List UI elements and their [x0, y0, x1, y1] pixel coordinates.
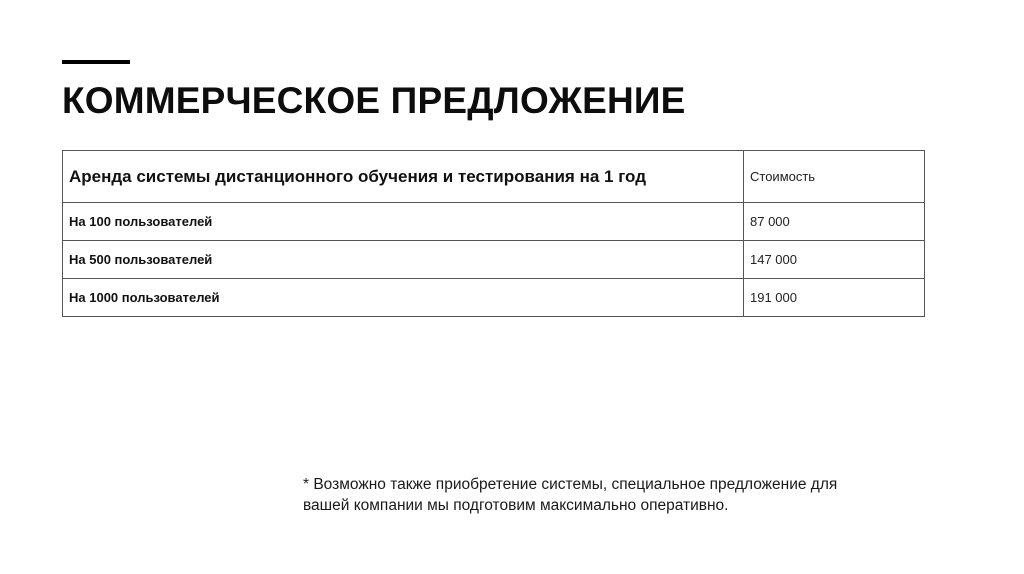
table-row — [63, 203, 925, 241]
footnote — [303, 474, 923, 516]
table-header-row — [63, 151, 925, 203]
footnote-line-2: вашей компании мы подготовим максимально оперативно. — [303, 497, 729, 514]
slide-title: КОММЕРЧЕСКОЕ ПРЕДЛОЖЕНИЕ — [62, 80, 686, 121]
pricing-table — [62, 150, 925, 317]
row-label-cell: На 100 пользователей — [63, 203, 744, 241]
row-price-cell: 191 000 — [744, 279, 925, 317]
row-label-cell: На 1000 пользователей — [63, 279, 744, 317]
table-row — [63, 241, 925, 279]
title-accent-bar — [62, 60, 130, 64]
table-row — [63, 279, 925, 317]
row-price-cell: 87 000 — [744, 203, 925, 241]
row-label-cell: На 500 пользователей — [63, 241, 744, 279]
header-price-cell: Стоимость — [744, 151, 925, 203]
footnote-line-1: * Возможно также приобретение системы, специальное предложение для — [303, 476, 838, 493]
header-service-cell: Аренда системы дистанционного обучения и тестирования на 1 год — [63, 151, 744, 203]
row-price-cell: 147 000 — [744, 241, 925, 279]
